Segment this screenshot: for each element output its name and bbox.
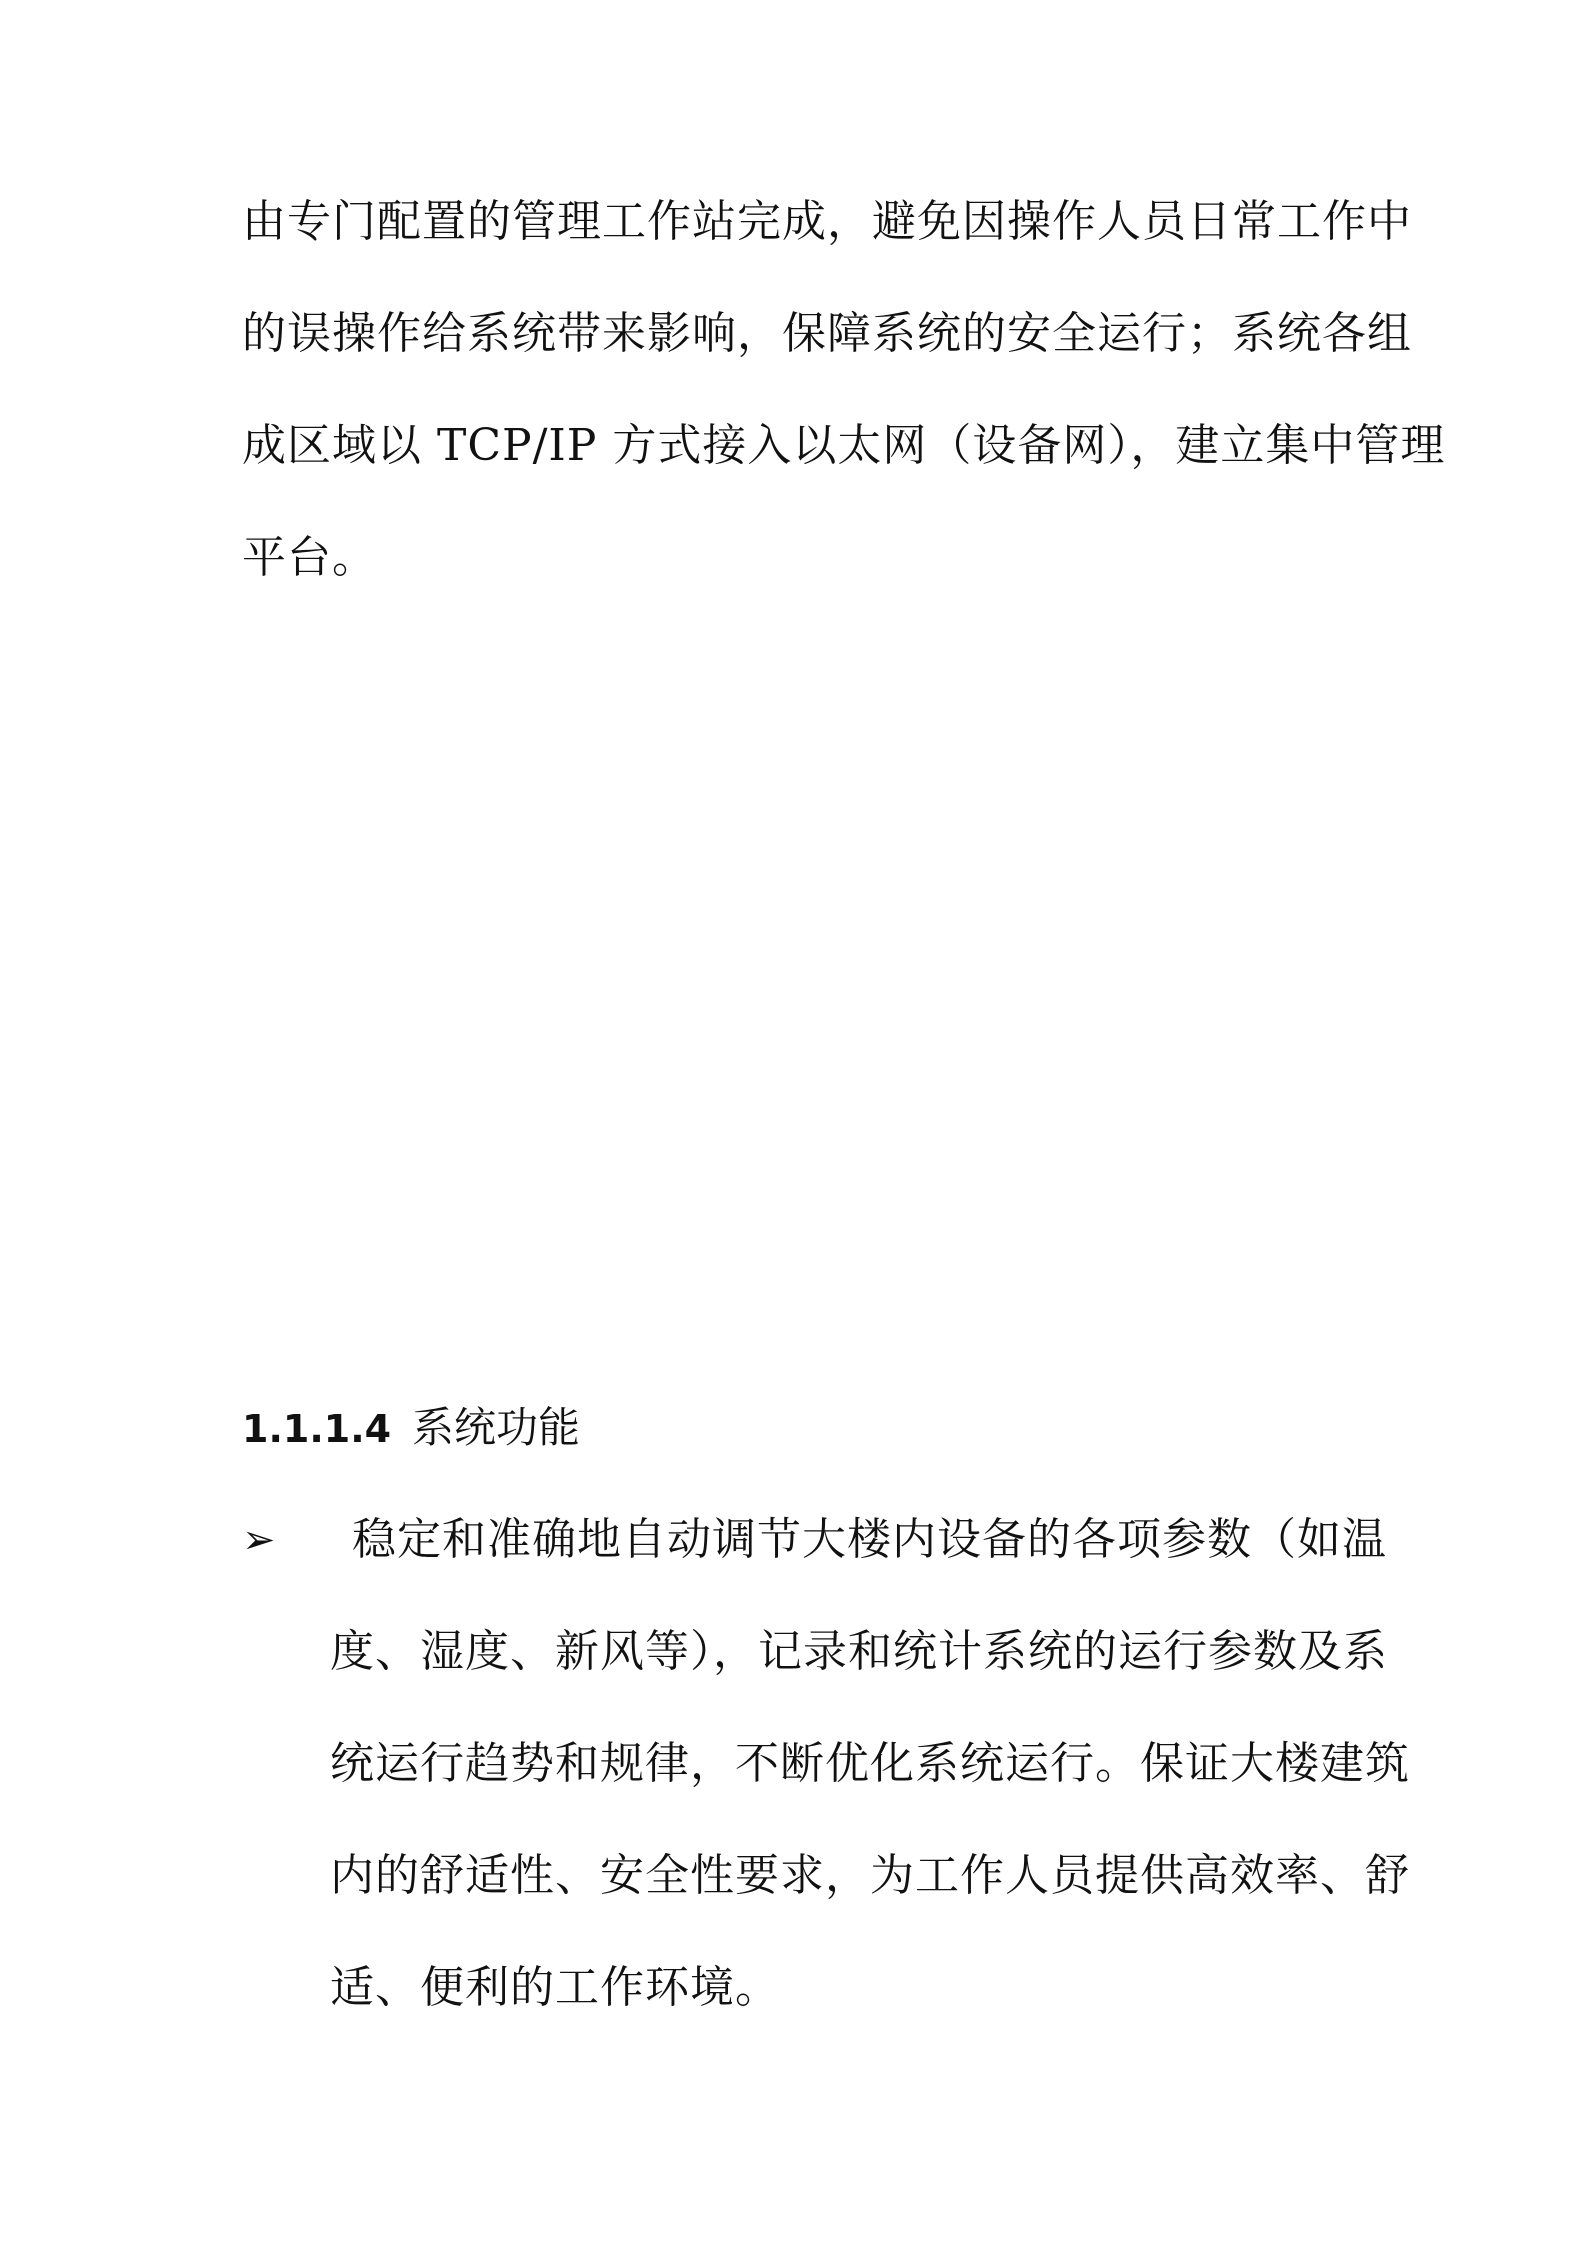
section-heading (242, 1400, 580, 1457)
section-number: 1.1.1.4 (242, 1407, 392, 1451)
paragraph-line-3: 成区域以 TCP/IP 方式接入以太网（设备网），建立集中管理 (242, 420, 1446, 471)
bullet-line-5: 适、便利的工作环境。 (330, 1962, 780, 2013)
bullet-arrow-icon: ➢ (242, 1517, 276, 1563)
bullet-line-3: 统运行趋势和规律，不断优化系统运行。保证大楼建筑 (330, 1738, 1410, 1789)
paragraph-line-1: 由专门配置的管理工作站完成，避免因操作人员日常工作中 (242, 196, 1412, 247)
bullet-line-4: 内的舒适性、安全性要求，为工作人员提供高效率、舒 (330, 1850, 1410, 1901)
paragraph-line-2: 的误操作给系统带来影响，保障系统的安全运行；系统各组 (242, 308, 1412, 359)
paragraph-line-4: 平台。 (242, 532, 377, 583)
bullet-line-2: 度、湿度、新风等），记录和统计系统的运行参数及系 (330, 1626, 1388, 1677)
bullet-line-1: 稳定和准确地自动调节大楼内设备的各项参数（如温 (352, 1514, 1387, 1565)
section-title: 系统功能 (412, 1403, 581, 1452)
